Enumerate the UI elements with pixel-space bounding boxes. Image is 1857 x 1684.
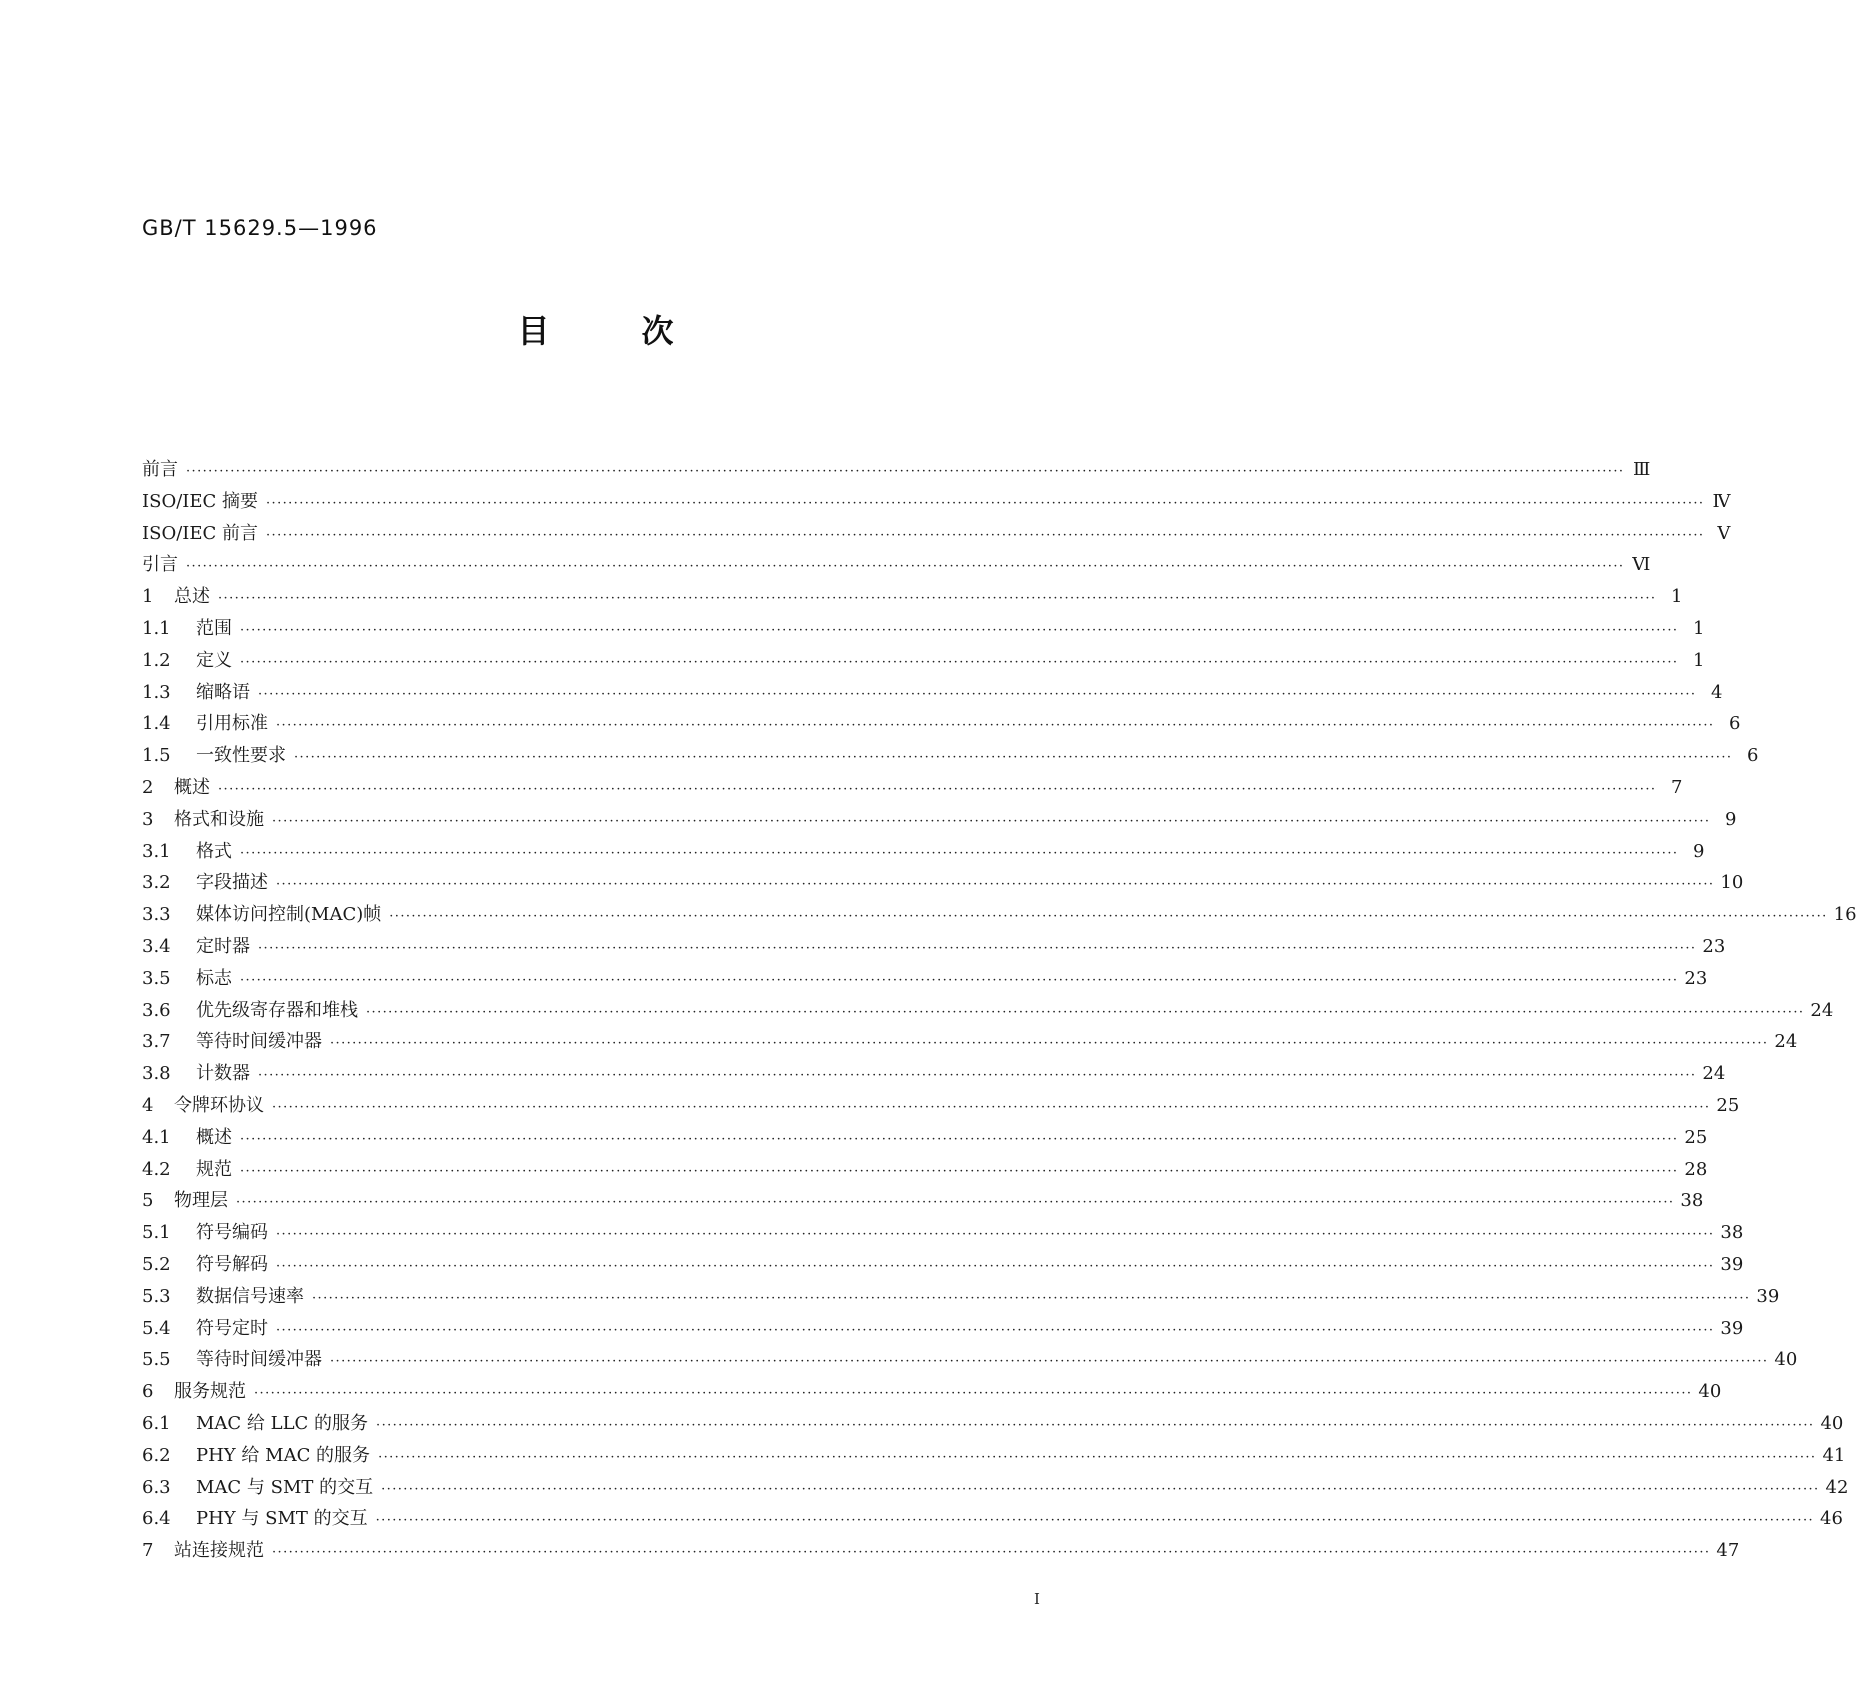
toc-entry[interactable] xyxy=(142,549,1651,581)
toc-entry[interactable] xyxy=(142,836,1705,868)
dot-leader: ···································································································································································································································································· xyxy=(389,909,1828,925)
toc-entry-number: 5.5 xyxy=(142,1349,171,1371)
toc-entry-number: 3.2 xyxy=(142,872,171,894)
toc-entry-page: 39 xyxy=(1720,1317,1744,1339)
toc-entry-label: 字段描述 xyxy=(196,872,268,894)
toc-entry-page: 39 xyxy=(1720,1253,1744,1275)
toc-entry-label: 等待时间缓冲器 xyxy=(196,1349,322,1371)
toc-entry-label: MAC 给 LLC 的服务 xyxy=(196,1412,369,1434)
toc-entry-page: 9 xyxy=(1692,840,1705,862)
dot-leader: ···································································································································································································································································· xyxy=(258,1068,1697,1084)
toc-entry[interactable] xyxy=(142,931,1726,963)
toc-entry-label: ISO/IEC 前言 xyxy=(142,522,259,544)
table-of-contents xyxy=(142,454,1857,1567)
toc-entry-label: PHY 与 SMT 的交互 xyxy=(196,1508,368,1530)
dot-leader: ···································································································································································································································································· xyxy=(330,1354,1769,1370)
toc-entry-label: 定义 xyxy=(196,649,232,671)
toc-entry-number: 3.3 xyxy=(142,904,171,926)
toc-entry-page: 24 xyxy=(1810,999,1834,1021)
toc-entry-number: 5.4 xyxy=(142,1317,171,1339)
toc-entry-page: 41 xyxy=(1822,1444,1846,1466)
toc-entry-page: Ⅲ xyxy=(1633,459,1651,480)
toc-entry-page: 1 xyxy=(1670,586,1683,608)
toc-entry-number: 1.2 xyxy=(142,649,171,671)
toc-entry[interactable] xyxy=(142,1281,1780,1313)
toc-entry-number: 4.2 xyxy=(142,1158,171,1180)
toc-entry-page: 24 xyxy=(1774,1031,1798,1053)
toc-entry-number: 3.7 xyxy=(142,1031,171,1053)
dot-leader: ···································································································································································································································································· xyxy=(186,559,1625,575)
toc-entry[interactable] xyxy=(142,1185,1704,1217)
dot-leader: ···································································································································································································································································· xyxy=(218,591,1657,607)
toc-entry-label: 媒体访问控制(MAC)帧 xyxy=(196,904,382,926)
toc-entry-label: 规范 xyxy=(196,1158,232,1180)
toc-entry-number: 3 xyxy=(142,808,154,830)
toc-entry-number: 1.3 xyxy=(142,681,171,703)
toc-entry-page: 9 xyxy=(1724,808,1737,830)
toc-entry-label: 站连接规范 xyxy=(174,1540,264,1562)
toc-entry-label: 缩略语 xyxy=(196,681,250,703)
toc-entry-number: 6.3 xyxy=(142,1476,171,1498)
toc-entry-label: 符号编码 xyxy=(196,1222,268,1244)
toc-entry-page: 39 xyxy=(1756,1285,1780,1307)
toc-entry[interactable] xyxy=(142,1122,1708,1154)
toc-entry[interactable] xyxy=(142,1472,1849,1504)
toc-entry-number: 5 xyxy=(142,1190,154,1212)
toc-entry-number: 6.1 xyxy=(142,1412,171,1434)
toc-entry-number: 3.8 xyxy=(142,1063,171,1085)
dot-leader: ···································································································································································································································································· xyxy=(276,1322,1715,1338)
dot-leader: ···································································································································································································································································· xyxy=(254,1386,1693,1402)
toc-entry-page: 23 xyxy=(1702,935,1726,957)
toc-entry-label: 格式和设施 xyxy=(174,808,264,830)
dot-leader: ···································································································································································································································································· xyxy=(375,1513,1815,1529)
toc-entry-page: 42 xyxy=(1825,1476,1849,1498)
toc-entry-label: 符号解码 xyxy=(196,1253,268,1275)
toc-entry-number: 7 xyxy=(142,1540,154,1562)
toc-entry[interactable] xyxy=(142,1026,1798,1058)
toc-entry-page: Ⅳ xyxy=(1712,490,1731,512)
dot-leader: ···································································································································································································································································· xyxy=(240,622,1679,638)
dot-leader: ···································································································································································································································································· xyxy=(272,1099,1711,1115)
dot-leader: ···································································································································································································································································· xyxy=(272,813,1711,829)
toc-entry-page: 25 xyxy=(1716,1094,1740,1116)
toc-entry-number: 4.1 xyxy=(142,1126,171,1148)
toc-entry-number: 5.3 xyxy=(142,1285,171,1307)
toc-entry-page: 46 xyxy=(1820,1508,1843,1530)
toc-entry-page: 40 xyxy=(1820,1412,1844,1434)
toc-entry-number: 2 xyxy=(142,776,154,798)
toc-entry-label: 令牌环协议 xyxy=(174,1094,264,1116)
toc-entry[interactable] xyxy=(142,1090,1740,1122)
toc-entry-label: 物理层 xyxy=(174,1190,228,1212)
toc-entry[interactable] xyxy=(142,995,1834,1027)
toc-entry-label: 概述 xyxy=(174,776,210,798)
toc-entry[interactable] xyxy=(142,1344,1798,1376)
dot-leader: ···································································································································································································································································· xyxy=(330,1036,1769,1052)
toc-entry[interactable] xyxy=(142,613,1705,645)
toc-entry-label: 定时器 xyxy=(196,935,250,957)
dot-leader: ···································································································································································································································································· xyxy=(276,1227,1715,1243)
toc-entry-label: 前言 xyxy=(142,459,178,480)
toc-entry-label: MAC 与 SMT 的交互 xyxy=(196,1476,374,1498)
toc-entry-number: 6.2 xyxy=(142,1444,171,1466)
toc-entry-page: 25 xyxy=(1684,1126,1708,1148)
toc-entry-label: ISO/IEC 摘要 xyxy=(142,490,259,512)
toc-entry-number: 1.4 xyxy=(142,713,171,735)
dot-leader: ···································································································································································································································································· xyxy=(376,1417,1815,1433)
toc-entry-number: 3.1 xyxy=(142,840,171,862)
toc-entry-label: 计数器 xyxy=(196,1063,250,1085)
toc-entry-page: 4 xyxy=(1710,681,1723,703)
toc-entry-page: 40 xyxy=(1774,1349,1798,1371)
toc-entry-number: 1 xyxy=(142,586,154,608)
toc-entry-page: 38 xyxy=(1680,1190,1704,1212)
toc-entry-page: 23 xyxy=(1684,967,1708,989)
toc-entry[interactable] xyxy=(142,1058,1726,1090)
page-title: 目次 xyxy=(517,312,766,350)
toc-entry-label: 格式 xyxy=(196,840,232,862)
toc-entry[interactable] xyxy=(142,677,1723,709)
dot-leader: ···································································································································································································································································· xyxy=(381,1481,1820,1497)
dot-leader: ···································································································································································································································································· xyxy=(236,1195,1675,1211)
toc-entry-label: 一致性要求 xyxy=(196,745,286,767)
dot-leader: ···································································································································································································································································· xyxy=(258,940,1697,956)
dot-leader: ···································································································································································································································································· xyxy=(312,1290,1751,1306)
dot-leader: ···································································································································································································································································· xyxy=(366,1004,1805,1020)
toc-entry-page: 6 xyxy=(1728,713,1741,735)
toc-entry[interactable] xyxy=(142,518,1731,550)
toc-entry[interactable] xyxy=(142,708,1741,740)
dot-leader: ···································································································································································································································································· xyxy=(258,686,1697,702)
toc-entry-label: 概述 xyxy=(196,1126,232,1148)
dot-leader: ···································································································································································································································································· xyxy=(266,495,1705,511)
dot-leader: ···································································································································································································································································· xyxy=(294,750,1733,766)
toc-entry-page: 24 xyxy=(1702,1063,1726,1085)
toc-entry[interactable] xyxy=(142,804,1737,836)
dot-leader: ···································································································································································································································································· xyxy=(378,1449,1817,1465)
toc-entry-label: 标志 xyxy=(196,967,232,989)
toc-entry-page: 1 xyxy=(1692,649,1705,671)
toc-entry[interactable] xyxy=(142,1503,1843,1535)
toc-entry[interactable] xyxy=(142,486,1731,518)
toc-entry-number: 1.1 xyxy=(142,617,171,639)
toc-entry-page: 10 xyxy=(1720,872,1744,894)
toc-entry-number: 5.1 xyxy=(142,1222,171,1244)
dot-leader: ···································································································································································································································································· xyxy=(240,1131,1679,1147)
toc-entry-label: 范围 xyxy=(196,617,232,639)
toc-entry[interactable] xyxy=(142,1313,1744,1345)
toc-entry-label: 服务规范 xyxy=(174,1381,246,1403)
dot-leader: ···································································································································································································································································· xyxy=(266,527,1705,543)
toc-entry-page: 47 xyxy=(1716,1540,1740,1562)
toc-entry-number: 6.4 xyxy=(142,1508,171,1530)
toc-entry[interactable] xyxy=(142,740,1759,772)
toc-entry-label: 引言 xyxy=(142,554,178,576)
toc-entry-page: 6 xyxy=(1746,745,1759,767)
toc-entry-page: Ⅵ xyxy=(1632,554,1651,576)
toc-entry-label: PHY 给 MAC 的服务 xyxy=(196,1444,371,1466)
toc-entry-number: 3.5 xyxy=(142,967,171,989)
toc-entry[interactable] xyxy=(142,963,1708,995)
toc-entry-label: 优先级寄存器和堆栈 xyxy=(196,999,358,1021)
toc-entry[interactable] xyxy=(142,1408,1844,1440)
toc-entry-page: 16 xyxy=(1833,904,1857,926)
dot-leader: ···································································································································································································································································· xyxy=(272,1545,1711,1561)
document-id: GB/T 15629.5—1996 xyxy=(142,216,378,240)
dot-leader: ···································································································································································································································································· xyxy=(276,877,1715,893)
toc-entry-page: 40 xyxy=(1698,1381,1722,1403)
toc-entry-number: 1.5 xyxy=(142,745,171,767)
toc-entry-number: 3.6 xyxy=(142,999,171,1021)
toc-entry[interactable] xyxy=(142,454,1651,486)
toc-entry[interactable] xyxy=(142,581,1683,613)
dot-leader: ···································································································································································································································································· xyxy=(186,464,1625,479)
toc-entry-number: 5.2 xyxy=(142,1253,171,1275)
toc-entry-label: 等待时间缓冲器 xyxy=(196,1031,322,1053)
toc-entry-label: 引用标准 xyxy=(196,713,268,735)
toc-entry[interactable] xyxy=(142,1376,1722,1408)
dot-leader: ···································································································································································································································································· xyxy=(240,654,1679,670)
toc-entry-page: Ⅴ xyxy=(1717,522,1731,544)
toc-entry[interactable] xyxy=(142,1249,1744,1281)
toc-entry-label: 符号定时 xyxy=(196,1317,268,1339)
dot-leader: ···································································································································································································································································· xyxy=(240,972,1679,988)
dot-leader: ···································································································································································································································································· xyxy=(218,781,1657,797)
toc-entry-label: 总述 xyxy=(174,586,210,608)
toc-entry-page: 38 xyxy=(1720,1222,1744,1244)
dot-leader: ···································································································································································································································································· xyxy=(276,1258,1715,1274)
toc-entry[interactable] xyxy=(142,1217,1744,1249)
toc-entry[interactable] xyxy=(142,1535,1740,1567)
toc-entry-page: 28 xyxy=(1684,1158,1708,1180)
dot-leader: ···································································································································································································································································· xyxy=(240,845,1679,861)
toc-entry-number: 6 xyxy=(142,1381,154,1403)
toc-entry-page: 1 xyxy=(1692,617,1705,639)
toc-entry[interactable] xyxy=(142,899,1857,931)
dot-leader: ···································································································································································································································································· xyxy=(240,1163,1679,1179)
toc-entry[interactable] xyxy=(142,645,1705,677)
toc-entry-number: 3.4 xyxy=(142,935,171,957)
toc-entry-page: 7 xyxy=(1670,776,1683,798)
page-number: I xyxy=(1034,1590,1040,1608)
toc-entry-label: 数据信号速率 xyxy=(196,1285,304,1307)
toc-entry[interactable] xyxy=(142,1440,1846,1472)
dot-leader: ···································································································································································································································································· xyxy=(276,718,1715,734)
toc-entry-number: 4 xyxy=(142,1094,154,1116)
toc-entry[interactable] xyxy=(142,867,1744,899)
toc-entry[interactable] xyxy=(142,1154,1708,1186)
toc-entry[interactable] xyxy=(142,772,1683,804)
